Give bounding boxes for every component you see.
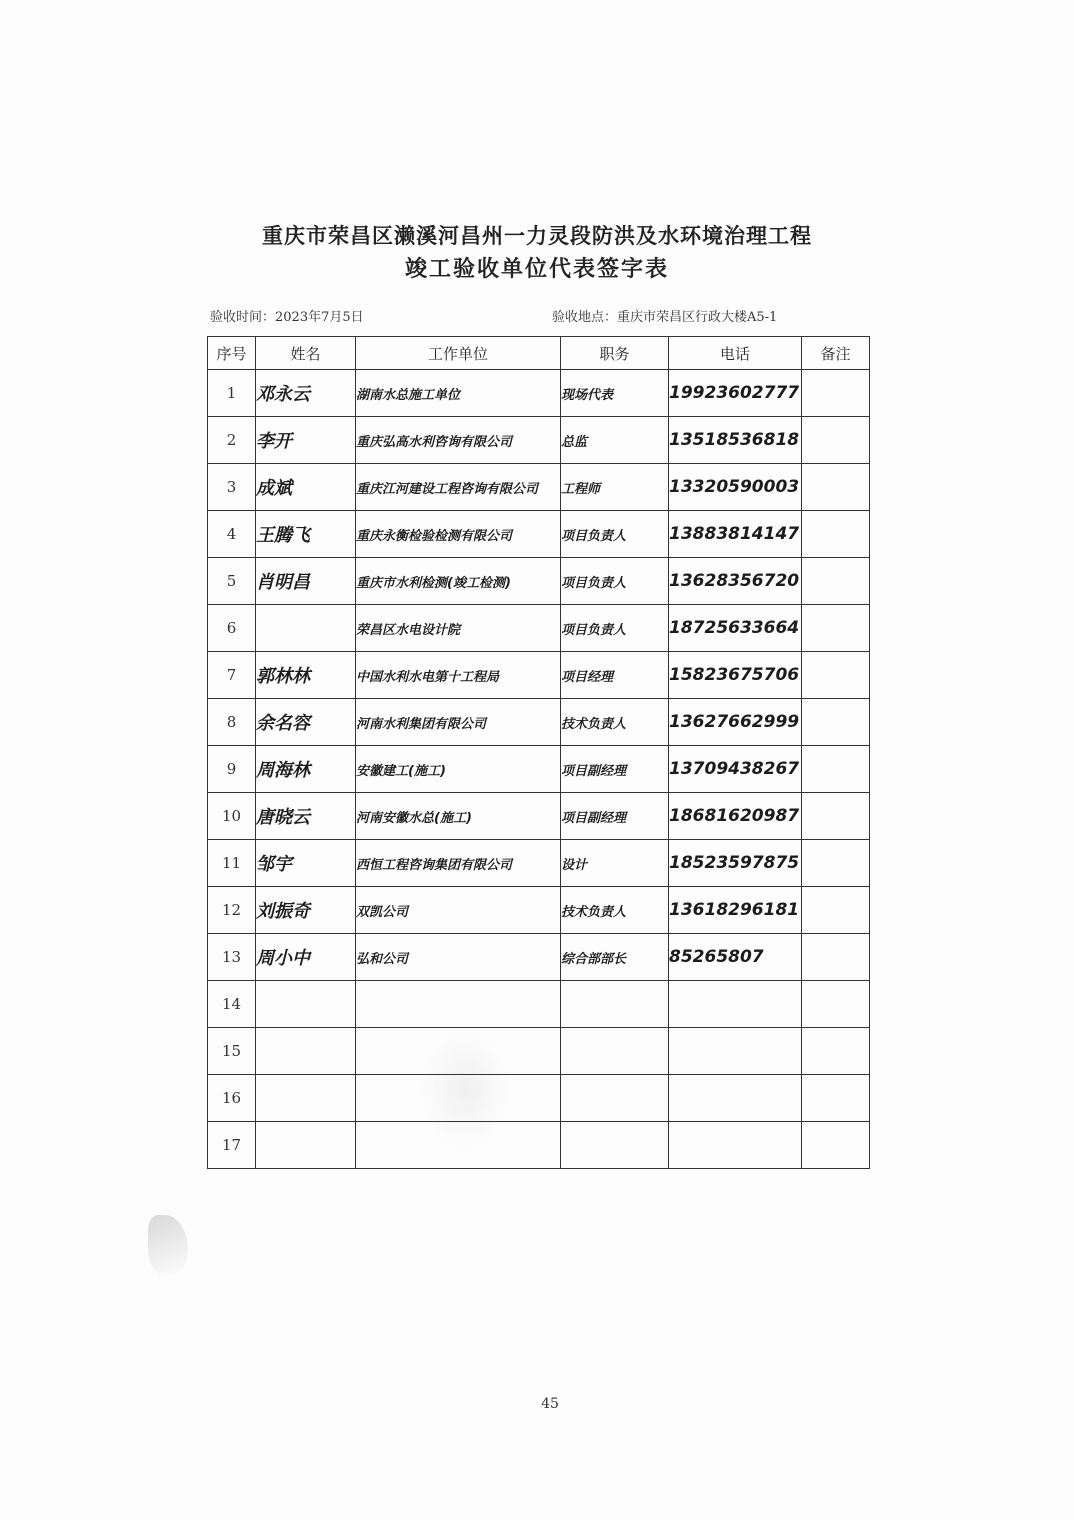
signature-rows [208, 370, 870, 1169]
row-post [561, 1028, 669, 1075]
row-name: 郭林林 [256, 652, 356, 699]
document-title: 重庆市荣昌区濑溪河昌州一力灵段防洪及水环境治理工程 [262, 223, 812, 248]
document-subtitle: 竣工验收单位代表签字表 [404, 256, 669, 282]
row-note [802, 1028, 870, 1075]
row-note [802, 1075, 870, 1122]
paper-smudge [148, 1215, 188, 1275]
row-name [256, 981, 356, 1028]
row-post: 总监 [561, 417, 669, 464]
table-row [208, 511, 870, 558]
row-unit [356, 1028, 561, 1075]
row-post: 项目负责人 [561, 511, 669, 558]
row-seq: 2 [208, 417, 256, 464]
row-note [802, 887, 870, 934]
row-unit: 重庆江河建设工程咨询有限公司 [356, 464, 561, 511]
row-phone: 19923602777 [669, 370, 802, 417]
row-phone [669, 1122, 802, 1169]
table-header-row [208, 337, 870, 370]
row-phone: 18725633664 [669, 605, 802, 652]
row-unit [356, 1075, 561, 1122]
row-phone: 13518536818 [669, 417, 802, 464]
table-row [208, 699, 870, 746]
row-unit: 安徽建工(施工) [356, 746, 561, 793]
row-unit: 重庆弘高水利咨询有限公司 [356, 417, 561, 464]
table-row [208, 934, 870, 981]
row-name: 邓永云 [256, 370, 356, 417]
row-note [802, 746, 870, 793]
row-name [256, 1075, 356, 1122]
row-name: 周海林 [256, 746, 356, 793]
row-seq: 3 [208, 464, 256, 511]
row-seq: 12 [208, 887, 256, 934]
row-post: 工程师 [561, 464, 669, 511]
row-seq: 15 [208, 1028, 256, 1075]
table-row [208, 1122, 870, 1169]
row-phone: 13709438267 [669, 746, 802, 793]
row-post: 项目副经理 [561, 793, 669, 840]
row-unit: 河南安徽水总(施工) [356, 793, 561, 840]
page-number: 45 [541, 1396, 559, 1412]
table-row [208, 652, 870, 699]
table-row [208, 793, 870, 840]
table-row [208, 1075, 870, 1122]
row-post: 技术负责人 [561, 887, 669, 934]
row-unit [356, 1122, 561, 1169]
row-seq: 11 [208, 840, 256, 887]
row-note [802, 840, 870, 887]
row-note [802, 652, 870, 699]
row-phone: 15823675706 [669, 652, 802, 699]
table-row [208, 981, 870, 1028]
row-note [802, 981, 870, 1028]
row-name: 李开 [256, 417, 356, 464]
table-row [208, 1028, 870, 1075]
row-note [802, 464, 870, 511]
row-post: 综合部部长 [561, 934, 669, 981]
row-name: 肖明昌 [256, 558, 356, 605]
row-note [802, 1122, 870, 1169]
row-unit: 西恒工程咨询集团有限公司 [356, 840, 561, 887]
row-note [802, 558, 870, 605]
row-phone: 13320590003 [669, 464, 802, 511]
row-phone: 85265807 [669, 934, 802, 981]
header-seq: 序号 [208, 337, 256, 370]
row-name: 成斌 [256, 464, 356, 511]
row-name [256, 605, 356, 652]
row-seq: 16 [208, 1075, 256, 1122]
row-name: 邹宇 [256, 840, 356, 887]
row-unit: 重庆永衡检验检测有限公司 [356, 511, 561, 558]
row-name: 刘振奇 [256, 887, 356, 934]
row-phone: 13883814147 [669, 511, 802, 558]
row-phone: 18523597875 [669, 840, 802, 887]
row-name [256, 1122, 356, 1169]
row-note [802, 934, 870, 981]
row-phone: 13628356720 [669, 558, 802, 605]
acceptance-time: 验收时间：2023年7月5日 [210, 310, 364, 325]
signature-table [207, 336, 870, 1169]
header-phone: 电话 [669, 337, 802, 370]
row-name [256, 1028, 356, 1075]
row-unit: 湖南水总施工单位 [356, 370, 561, 417]
row-unit: 中国水利水电第十工程局 [356, 652, 561, 699]
row-seq: 1 [208, 370, 256, 417]
row-seq: 14 [208, 981, 256, 1028]
row-post: 设计 [561, 840, 669, 887]
row-unit [356, 981, 561, 1028]
row-post: 项目负责人 [561, 605, 669, 652]
row-phone [669, 1075, 802, 1122]
row-phone: 13627662999 [669, 699, 802, 746]
row-name: 唐晓云 [256, 793, 356, 840]
header-post: 职务 [561, 337, 669, 370]
row-post [561, 1122, 669, 1169]
row-seq: 5 [208, 558, 256, 605]
row-unit: 弘和公司 [356, 934, 561, 981]
table-row [208, 887, 870, 934]
table-row [208, 746, 870, 793]
row-post: 项目副经理 [561, 746, 669, 793]
row-note [802, 699, 870, 746]
row-post [561, 1075, 669, 1122]
row-phone [669, 1028, 802, 1075]
row-post [561, 981, 669, 1028]
table-row [208, 605, 870, 652]
row-name: 余名容 [256, 699, 356, 746]
row-post: 项目负责人 [561, 558, 669, 605]
row-seq: 17 [208, 1122, 256, 1169]
row-unit: 双凯公司 [356, 887, 561, 934]
table-row [208, 840, 870, 887]
row-note [802, 417, 870, 464]
row-post: 现场代表 [561, 370, 669, 417]
header-unit: 工作单位 [356, 337, 561, 370]
header-note: 备注 [802, 337, 870, 370]
row-note [802, 793, 870, 840]
table-row [208, 558, 870, 605]
row-seq: 10 [208, 793, 256, 840]
row-seq: 13 [208, 934, 256, 981]
row-seq: 6 [208, 605, 256, 652]
table-row [208, 370, 870, 417]
row-unit: 重庆市水利检测(竣工检测) [356, 558, 561, 605]
row-name: 周小中 [256, 934, 356, 981]
row-note [802, 370, 870, 417]
row-name: 王腾飞 [256, 511, 356, 558]
row-post: 项目经理 [561, 652, 669, 699]
row-unit: 河南水利集团有限公司 [356, 699, 561, 746]
row-unit: 荣昌区水电设计院 [356, 605, 561, 652]
row-seq: 8 [208, 699, 256, 746]
row-phone [669, 981, 802, 1028]
table-row [208, 464, 870, 511]
row-seq: 4 [208, 511, 256, 558]
row-phone: 13618296181 [669, 887, 802, 934]
row-post: 技术负责人 [561, 699, 669, 746]
header-name: 姓名 [256, 337, 356, 370]
table-row [208, 417, 870, 464]
row-seq: 7 [208, 652, 256, 699]
row-note [802, 511, 870, 558]
row-phone: 18681620987 [669, 793, 802, 840]
acceptance-place: 验收地点：重庆市荣昌区行政大楼A5-1 [552, 310, 778, 325]
row-note [802, 605, 870, 652]
row-seq: 9 [208, 746, 256, 793]
